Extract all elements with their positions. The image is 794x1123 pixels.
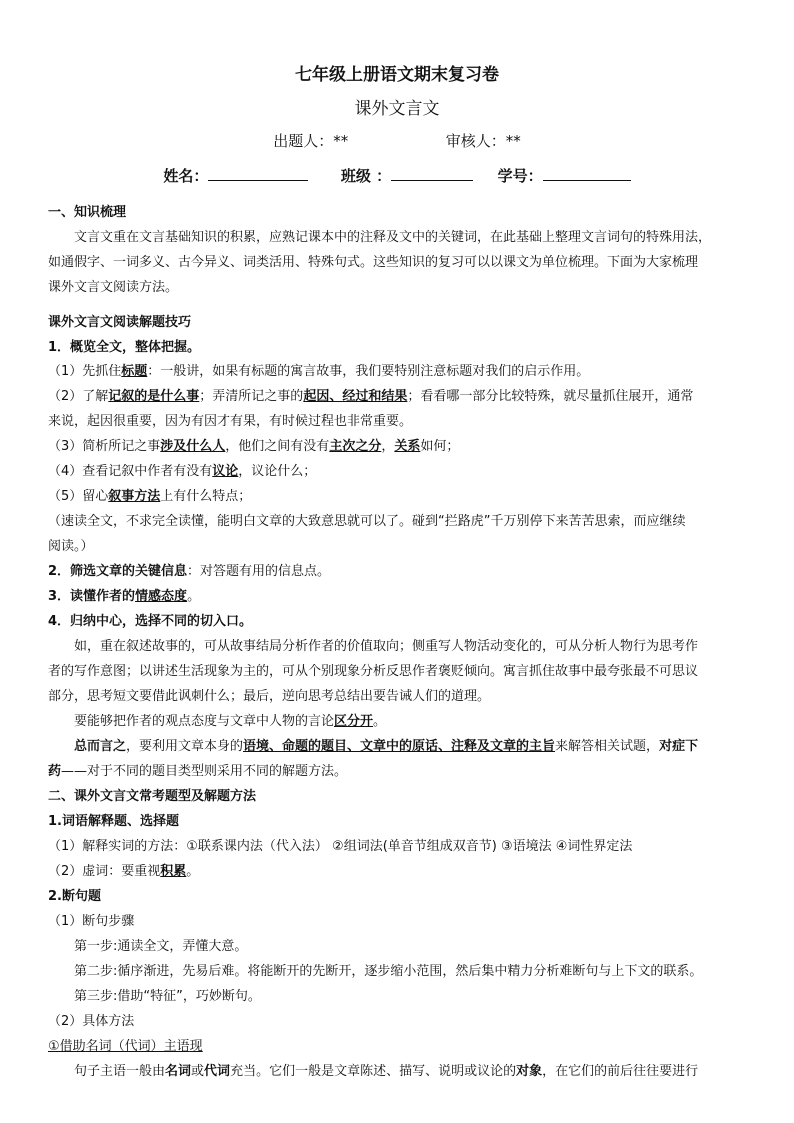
step-line: 第二步:循序渐进，先易后难。将能断开的先断开，逐步缩小范围，然后集中精力分析难断句与上下文的联系。 xyxy=(74,964,703,979)
name-blank[interactable] xyxy=(208,166,308,181)
question-type-heading: 1.词语解释题、选择题 xyxy=(48,814,179,829)
list-item: （1）断句步骤 xyxy=(48,914,135,929)
paragraph-line: 要能够把作者的观点态度与文章中人物的言论区分开。 xyxy=(74,714,387,729)
point-line: 2．筛选文章的关键信息：对答题有用的信息点。 xyxy=(48,564,331,579)
section-heading: 一、知识梳理 xyxy=(48,205,127,220)
list-item: （2）虚词：要重视积累。 xyxy=(48,864,200,879)
list-item: （5）留心叙事方法上有什么特点； xyxy=(48,489,252,504)
id-blank[interactable] xyxy=(543,166,631,181)
reviewer-label: 审核人：** xyxy=(445,132,521,150)
note-line: （速读全文，不求完全读懂，能明白文章的大致意思就可以了。碰到“拦路虎”千万别停下来苦苦思索，而应继续 xyxy=(48,514,686,529)
name-label: 姓名： xyxy=(163,167,209,185)
page-subtitle: 课外文言文 xyxy=(354,99,440,119)
list-item: （1）先抓住标题：一般讲，如果有标题的寓言故事，我们要特别注意标题对我们的启示作用。 xyxy=(48,364,590,379)
method-heading: ①借助名词（代词）主语现 xyxy=(48,1039,203,1054)
list-item: （1）解释实词的方法：①联系课内法（代入法） ②组词法(单音节组成双音节) ③语境法 ④词性界定法 xyxy=(48,839,633,854)
paragraph-line: 如，重在叙述故事的，可从故事结局分析作者的价值取向；侧重写人物活动变化的，可从分析人物行为思考作 xyxy=(74,639,699,654)
section-heading: 二、课外文言文常考题型及解题方法 xyxy=(48,789,257,804)
list-item: （4）查看记叙中作者有没有议论，议论什么； xyxy=(48,464,317,479)
paragraph-line: 部分，思考短文要借此讽刺什么；最后，逆向思考总结出要告诫人们的道理。 xyxy=(48,689,491,704)
class-blank[interactable] xyxy=(391,166,473,181)
paragraph-line: 如通假字、一词多义、古今异义、词类活用、特殊句式。这些知识的复习可以以课文为单位梳理。下面为大家梳理 xyxy=(48,255,699,270)
point-heading: 1．概览全文，整体把握。 xyxy=(48,340,201,355)
list-item: （2）具体方法 xyxy=(48,1014,135,1029)
summary-line: 药——对于不同的题目类型则采用不同的解题方法。 xyxy=(48,764,348,779)
author-line xyxy=(0,130,794,151)
setter-label: 出题人：** xyxy=(273,132,349,150)
list-item: （3）简析所记之事涉及什么人，他们之间有没有主次之分，关系如何； xyxy=(48,439,460,454)
paragraph-line: 句子主语一般由名词或代词充当。它们一般是文章陈述、描写、说明或议论的对象，在它们的前后往往要进行 xyxy=(74,1064,699,1079)
list-item-continued: 来说，起因很重要，因为有因才有果，有时候过程也非常重要。 xyxy=(48,414,413,429)
list-item: （2）了解记叙的是什么事；弄清所记之事的起因、经过和结果；看看哪一部分比较特殊，就尽量抓住展开，通常 xyxy=(48,389,694,404)
page-title: 七年级上册语文期末复习卷 xyxy=(295,65,499,85)
note-line: 阅读。） xyxy=(48,539,94,554)
question-type-heading: 2.断句题 xyxy=(48,889,101,904)
student-info-line xyxy=(0,165,794,186)
class-label: 班级 ： xyxy=(340,167,392,185)
point-line: 3．读懂作者的情感态度。 xyxy=(48,589,201,604)
subsection-heading: 课外文言文阅读解题技巧 xyxy=(48,315,192,330)
paragraph-line: 课外文言文阅读方法。 xyxy=(48,280,179,295)
step-line: 第三步:借助“特征”，巧妙断句。 xyxy=(74,989,261,1004)
summary-line: 总而言之，要利用文章本身的语境、命题的题目、文章中的原话、注释及文章的主旨来解答相关试题，对症下 xyxy=(74,739,699,754)
paragraph-line: 文言文重在文言基础知识的积累，应熟记课本中的注释及文中的关键词，在此基础上整理文言词句的特殊用法， xyxy=(74,230,712,245)
id-label: 学号： xyxy=(497,167,543,185)
point-heading: 4．归纳中心，选择不同的切入口。 xyxy=(48,614,253,629)
step-line: 第一步:通读全文，弄懂大意。 xyxy=(74,939,248,954)
paragraph-line: 者的写作意图；以讲述生活现象为主的，可从个别现象分析反思作者褒贬倾向。寓言抓住故事中最夸张最不可思议 xyxy=(48,664,699,679)
